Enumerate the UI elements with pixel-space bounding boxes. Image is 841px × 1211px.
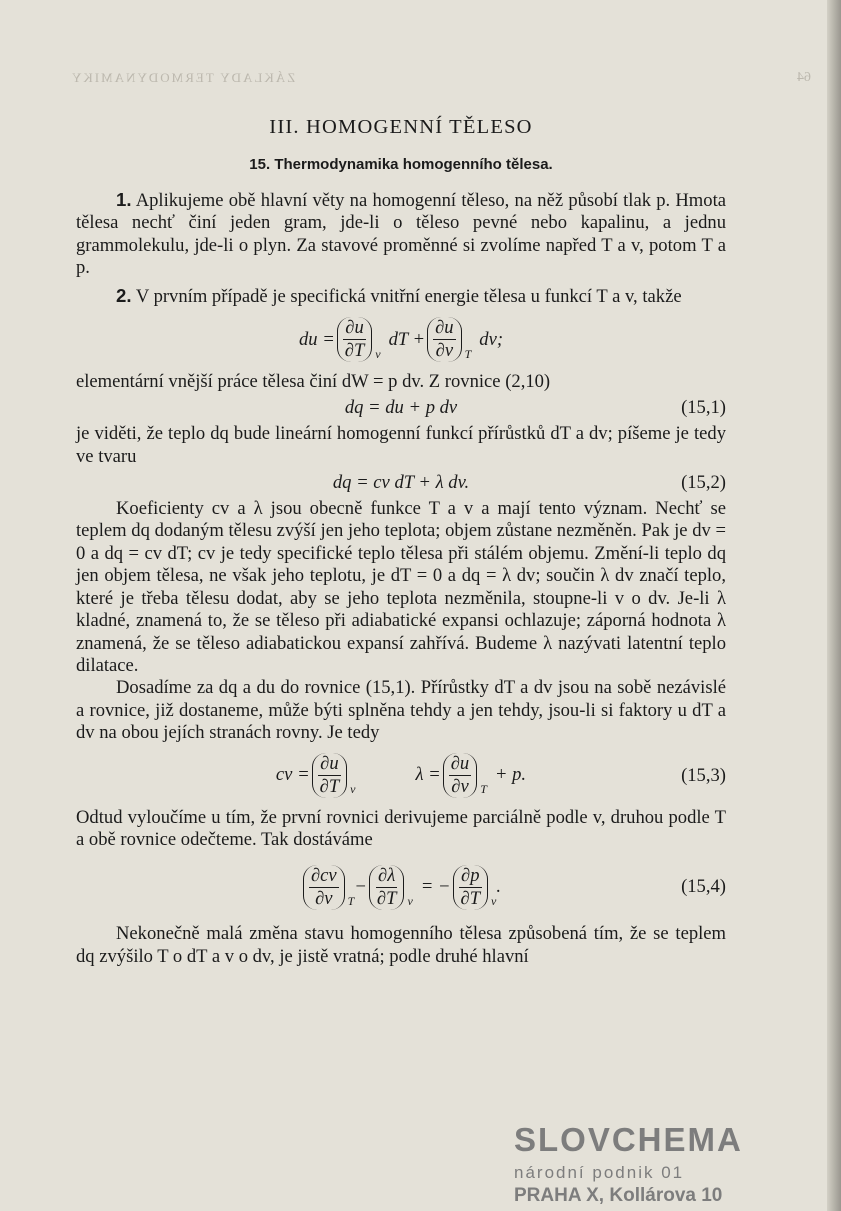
- library-stamp: [514, 1122, 774, 1208]
- eq4-t3-sub: v: [491, 894, 497, 909]
- paragraph-7: Odtud vyloučíme u tím, že první rovnici derivujeme parciálně podle v, druhou podle T a obě rovnice odečteme. Tak dostáváme: [76, 806, 726, 850]
- stamp-line-1: SLOVCHEMA: [514, 1121, 743, 1158]
- page-edge-shadow: [827, 0, 841, 1211]
- paragraph-8: Nekonečně malá změna stavu homogenního tělesa způsobená tím, že se teplem dq zvýšilo T o dT a v o dv, je jistě vratná; podle druhé hlavní: [76, 923, 726, 967]
- eq3-label: (15,3): [681, 764, 726, 786]
- eq3-b-lhs: λ =: [415, 764, 441, 786]
- eq3-b-tail: + p.: [494, 764, 527, 786]
- paragraph-number-2: 2.: [116, 285, 132, 307]
- eq4-t3-num: ∂p: [461, 864, 480, 886]
- paragraph-2-text: V prvním případě je specifická vnitřní energie tělesa u funkcí T a v, takže: [135, 286, 682, 308]
- page-content: [76, 116, 726, 968]
- stamp-line-3: PRAHA X, Kollárova 10: [514, 1185, 723, 1206]
- eq-du-t1-sub: v: [375, 346, 381, 361]
- eq3-a-sub: v: [350, 782, 356, 797]
- eq-du-t2-sub: T: [464, 346, 472, 361]
- paragraph-1: [76, 189, 726, 280]
- eq4-eqminus: = −: [420, 876, 451, 898]
- eq3-a-lhs: cv =: [275, 764, 310, 786]
- stamp-line-2: národní podnik 01: [514, 1163, 685, 1182]
- paragraph-1-text: Aplikujeme obě hlavní věty na homogenní těleso, na něž působí tlak p. Hmota tělesa nechť činí jeden gram, jde-li o těleso pevné nebo kapalinu, a jednu grammolekulu, jde-li o plyn. Za stavové proměnné si zvolíme napřed T a v, potom T a p.: [76, 189, 726, 279]
- eq-du-t2-den: ∂v: [435, 340, 454, 362]
- eq3-a-num: ∂u: [320, 753, 339, 775]
- eq-du-t2-num: ∂u: [435, 317, 454, 339]
- eq4-t2-sub: v: [407, 894, 413, 909]
- eq4-t1-sub: T: [347, 894, 355, 909]
- eq4-label: (15,4): [681, 876, 726, 898]
- eq1-label: (15,1): [681, 397, 726, 419]
- eq4-minus: −: [354, 876, 367, 898]
- chapter-title: III. HOMOGENNÍ TĚLESO: [269, 116, 533, 138]
- eq3-a-den: ∂T: [319, 776, 340, 798]
- eq3-b-sub: T: [480, 782, 487, 797]
- section-title: 15. Thermodynamika homogenního tělesa.: [249, 156, 553, 174]
- equation-15-1: [76, 393, 726, 423]
- eq4-t3-den: ∂T: [460, 887, 481, 909]
- eq4-t1-den: ∂v: [315, 887, 333, 909]
- eq-du-t1-num: ∂u: [345, 317, 364, 339]
- equation-15-4: [76, 851, 726, 923]
- eq4-t2-den: ∂T: [376, 887, 397, 909]
- bleed-through-header: ZÁKLADY TERMODYNAMIKY: [70, 70, 296, 85]
- bleed-through-page-number: 64: [797, 70, 811, 85]
- eq-du-t2-tail: dv;: [479, 328, 504, 350]
- equation-15-3: [76, 745, 726, 807]
- eq4-tail: .: [496, 876, 502, 898]
- eq-du-t1-tail: dT +: [388, 328, 426, 350]
- paragraph-number-1: 1.: [116, 188, 132, 210]
- paragraph-6: Dosadíme za dq a du do rovnice (15,1). Přírůstky dT a dv jsou na sobě nezávislé a rovnice, již dostaneme, může býti splněna tehdy a jen tehdy, jsou-li si faktory u dT a dv na obou jejích stranách rovny. Je tedy: [76, 677, 726, 744]
- eq-du-term1: [337, 317, 373, 362]
- eq2-body: dq = cv dT + λ dv.: [332, 471, 470, 493]
- equation-15-2: [76, 468, 726, 498]
- eq-du-term2: [427, 317, 462, 362]
- eq3-b-den: ∂v: [451, 776, 469, 798]
- paragraph-4: je viděti, že teplo dq bude lineární homogenní funkcí přírůstků dT a dv; píšeme je tedy ve tvaru: [76, 423, 726, 467]
- eq2-label: (15,2): [681, 471, 726, 493]
- eq1-body: dq = du + p dv: [344, 397, 458, 419]
- eq-du-lhs: du =: [298, 328, 335, 350]
- eq4-t2-num: ∂λ: [378, 864, 396, 886]
- eq-du-t1-den: ∂T: [344, 340, 365, 362]
- paragraph-3: elementární vnější práce tělesa činí dW = p dv. Z rovnice (2,10): [76, 370, 551, 392]
- paragraph-5: Koeficienty cv a λ jsou obecně funkce T a v a mají tento význam. Nechť se teplem dq dodaným tělesu zvýší jen jeho teplota; objem zůstane nezměněn. Pak je dv = 0 a dq = cv dT; cv je tedy specifické teplo tělesa při stálém objemu. Změní-li teplo dq jen objem tělesa, ne však jeho teplotu, je dT = 0 a dq = λ dv; součin λ dv značí teplo, které je třeba tělesu dodat, aby se jeho teplota nezměnila, stoupne-li v o dv. Je-li λ kladné, znamená to, že se těleso při adiabatické expansi ochlazuje; záporná hodnota λ znamená, že se těleso adiabatickou expansí zahřívá. Budeme λ nazývati latentní teplo dilatace.: [76, 498, 726, 676]
- eq4-t1-num: ∂cv: [310, 864, 337, 886]
- paragraph-2: [76, 285, 726, 308]
- eq3-b-num: ∂u: [450, 753, 470, 775]
- equation-du: [76, 309, 726, 371]
